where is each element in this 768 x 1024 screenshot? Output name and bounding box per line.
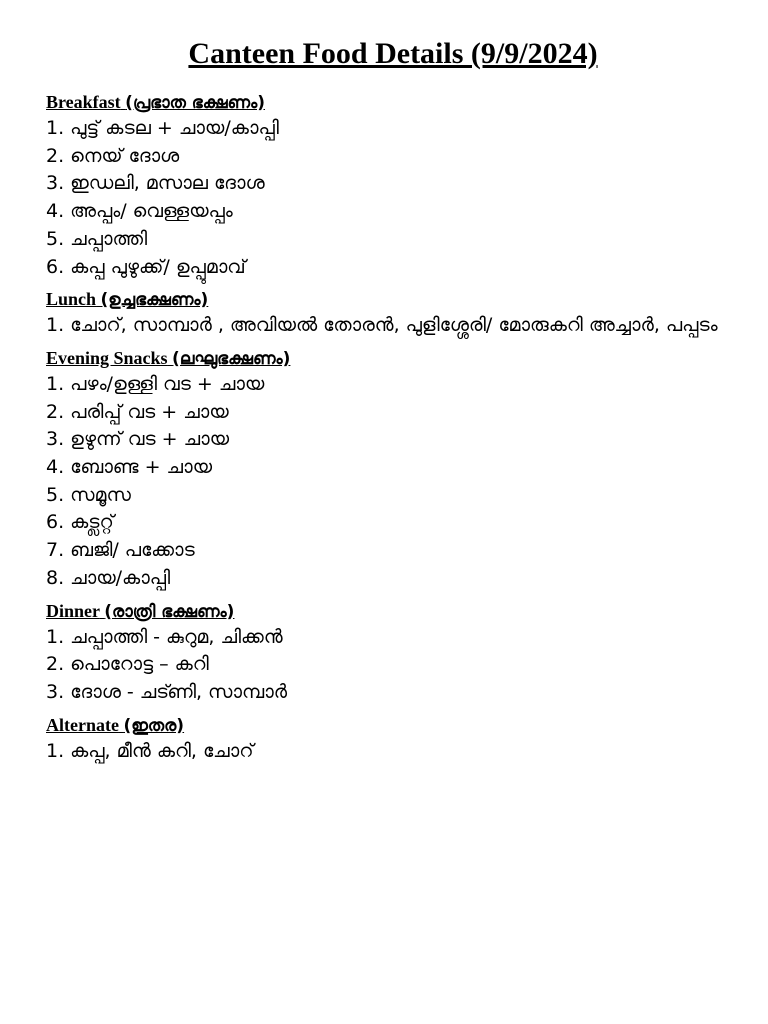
menu-item: 5. ചപ്പാത്തി: [46, 227, 148, 250]
menu-item: 4. അപ്പം/ വെള്ളയപ്പം: [46, 200, 233, 223]
section-heading-en: Lunch: [46, 289, 97, 310]
menu-item: 8. ചായ/കാപ്പി: [46, 566, 171, 589]
menu-item: 2. പൊറോട്ട – കറി: [46, 653, 209, 676]
menu-item: 2. നെയ് ദോശ: [46, 144, 180, 167]
menu-item: 1. പഴം/ഉള്ളി വട + ചായ: [46, 372, 265, 395]
menu-item: 4. ബോണ്ട + ചായ: [46, 456, 212, 479]
menu-item: 3. ഇഡലി, മസാല ദോശ: [46, 172, 265, 195]
menu-section: [46, 713, 726, 766]
menu-item: 3. ദോശ - ചട്ണി, സാമ്പാർ: [46, 680, 288, 703]
menu-item: 7. ബജി/ പക്കോട: [46, 539, 195, 562]
menu-list: [46, 115, 726, 281]
menu-section: [46, 287, 726, 340]
section-heading: [46, 287, 726, 312]
menu-item: 6. കപ്പ പുഴുക്ക്/ ഉപ്പുമാവ്: [46, 255, 246, 278]
menu-list: [46, 624, 726, 707]
section-heading: [46, 599, 726, 624]
menu-item: 5. സമൂസ: [46, 483, 131, 506]
menu-item: 1. കപ്പ, മീൻ കറി, ചോറ്: [46, 739, 254, 762]
section-heading-ml: (ലഘുഭക്ഷണം): [172, 348, 291, 369]
section-heading-ml: (ഇതര): [123, 715, 185, 736]
menu-item: 6. കട്ലറ്റ്: [46, 511, 114, 534]
menu-section: [46, 599, 726, 707]
section-heading-en: Dinner: [46, 600, 100, 621]
menu-item: 2. പരിപ്പ് വട + ചായ: [46, 400, 229, 423]
section-heading-ml: (ഉച്ചഭക്ഷണം): [100, 290, 209, 311]
menu-sections: [46, 90, 726, 765]
menu-section: [46, 90, 726, 281]
menu-item: 3. ഉഴുന്ന് വട + ചായ: [46, 428, 230, 451]
menu-list: [46, 312, 726, 340]
section-heading-ml: (പ്രഭാത ഭക്ഷണം): [125, 93, 265, 113]
section-heading-ml: (രാത്രി ഭക്ഷണം): [104, 601, 235, 622]
menu-item: 1. ചപ്പാത്തി - കുറുമ, ചിക്കൻ: [46, 625, 283, 648]
section-heading: [46, 346, 726, 371]
section-heading-en: Alternate: [46, 714, 119, 735]
document-title: Canteen Food Details (9/9/2024): [188, 37, 598, 70]
document-page: [46, 30, 726, 771]
section-heading: [46, 90, 726, 115]
menu-section: [46, 346, 726, 593]
menu-item: 1. പുട്ട് കടല + ചായ/കാപ്പി: [46, 117, 279, 139]
section-heading-en: Breakfast: [46, 92, 121, 112]
menu-item: 1. ചോറ്, സാമ്പാർ , അവിയൽ തോരൻ, പുളിശ്ശേരി/ മോരുകറി അച്ചാർ, പപ്പടം: [46, 314, 718, 337]
menu-list: [46, 738, 726, 766]
section-heading: [46, 713, 726, 738]
menu-list: [46, 371, 726, 593]
section-heading-en: Evening Snacks: [46, 347, 168, 368]
